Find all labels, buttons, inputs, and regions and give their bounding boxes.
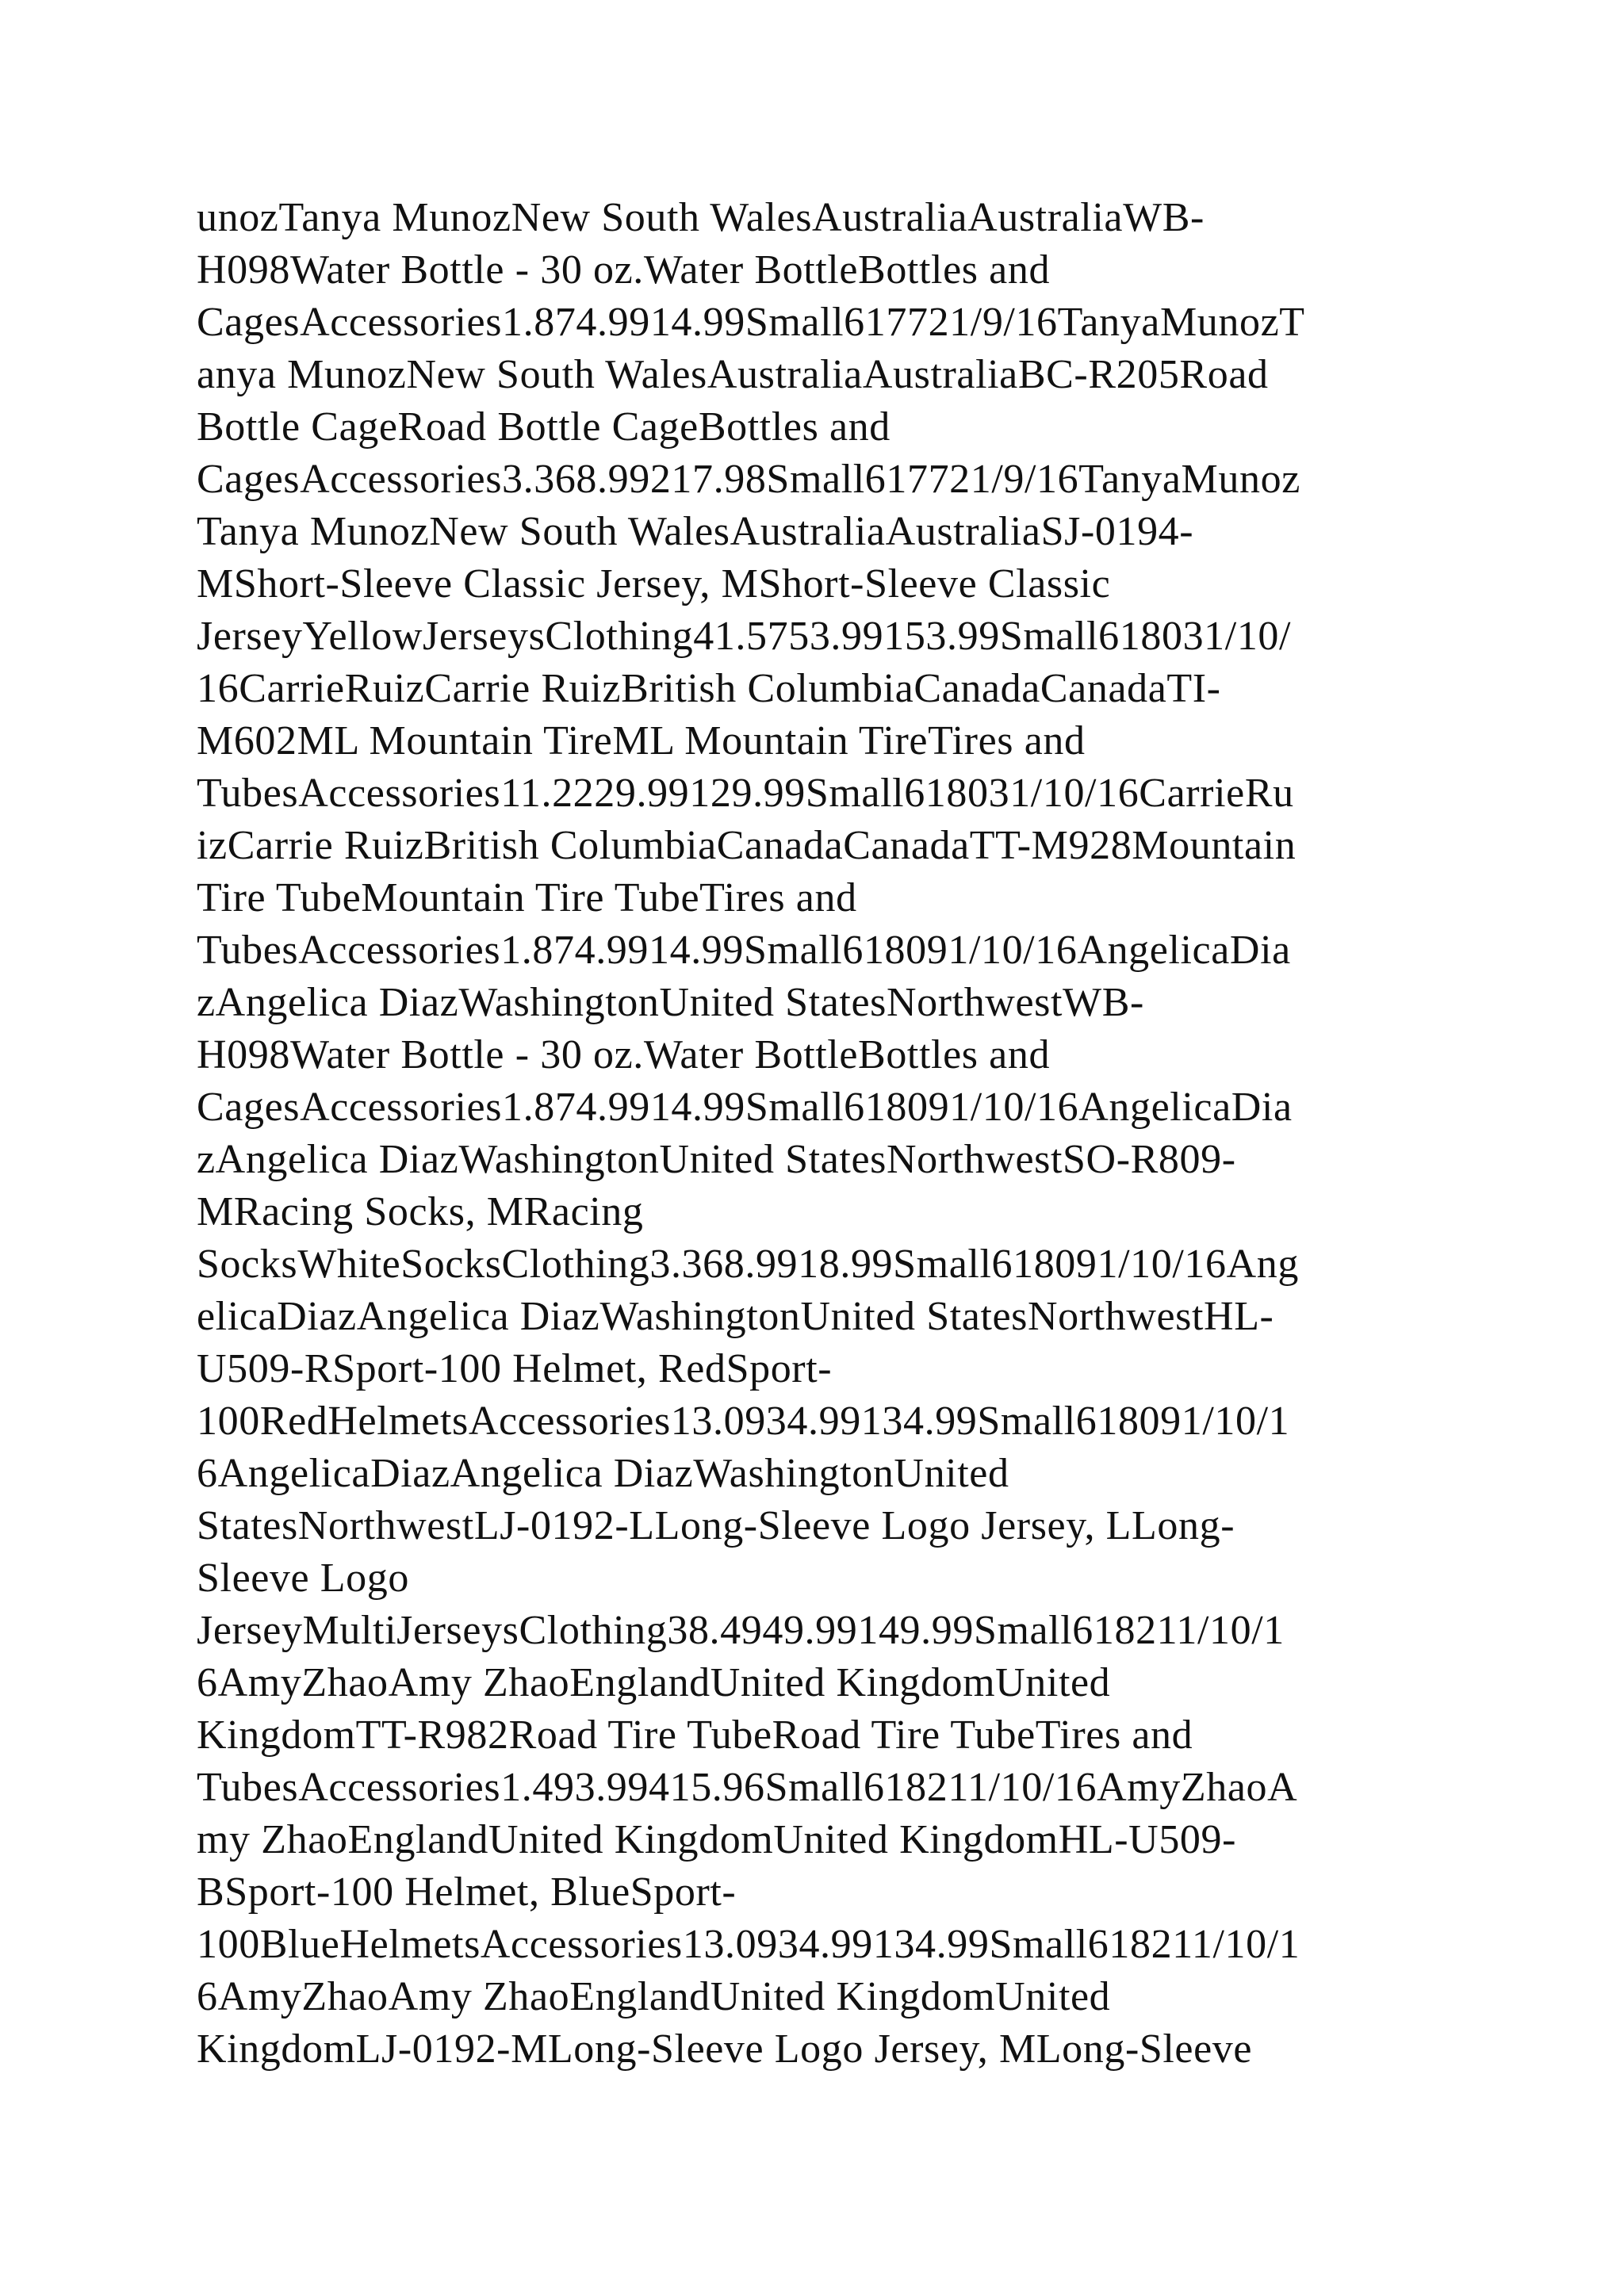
text-line: CagesAccessories1.874.9914.99Small618091/10/16AngelicaDia [197, 1085, 1293, 1130]
text-line: MRacing Socks, MRacing [197, 1189, 644, 1234]
text-line: KingdomTT-R982Road Tire TubeRoad Tire TubeTires and [197, 1712, 1193, 1758]
text-line: M602ML Mountain TireML Mountain TireTires and [197, 718, 1086, 763]
text-line: H098Water Bottle - 30 oz.Water BottleBottles and [197, 247, 1051, 293]
text-line: TubesAccessories1.874.9914.99Small618091/10/16AngelicaDia [197, 928, 1291, 973]
text-line: KingdomLJ-0192-MLong-Sleeve Logo Jersey, MLong-Sleeve [197, 2026, 1253, 2072]
text-line: unozTanya MunozNew South WalesAustraliaAustraliaWB- [197, 195, 1205, 240]
text-line: TubesAccessories1.493.99415.96Small618211/10/16AmyZhaoA [197, 1765, 1298, 1810]
document-body-text [197, 192, 1465, 2076]
text-line: BSport-100 Helmet, BlueSport- [197, 1869, 737, 1915]
text-line: 6AmyZhaoAmy ZhaoEnglandUnited KingdomUnited [197, 1974, 1111, 2019]
text-line: my ZhaoEnglandUnited KingdomUnited KingdomHL-U509- [197, 1817, 1237, 1862]
text-line: 100BlueHelmetsAccessories13.0934.99134.99Small618211/10/1 [197, 1922, 1300, 1967]
text-line: CagesAccessories3.368.99217.98Small617721/9/16TanyaMunoz [197, 457, 1300, 502]
text-line: anya MunozNew South WalesAustraliaAustraliaBC-R205Road [197, 352, 1269, 397]
text-line: Bottle CageRoad Bottle CageBottles and [197, 404, 891, 450]
text-line: H098Water Bottle - 30 oz.Water BottleBottles and [197, 1032, 1051, 1077]
text-line: 6AngelicaDiazAngelica DiazWashingtonUnited [197, 1451, 1009, 1496]
text-line: elicaDiazAngelica DiazWashingtonUnited StatesNorthwestHL- [197, 1294, 1274, 1339]
text-line: 16CarrieRuizCarrie RuizBritish ColumbiaCanadaCanadaTI- [197, 666, 1221, 711]
text-line: CagesAccessories1.874.9914.99Small617721/9/16TanyaMunozT [197, 300, 1305, 345]
text-line: MShort-Sleeve Classic Jersey, MShort-Sleeve Classic [197, 561, 1111, 607]
text-line: JerseyYellowJerseysClothing41.5753.99153.99Small618031/10/ [197, 614, 1292, 659]
text-line: SocksWhiteSocksClothing3.368.9918.99Small618091/10/16Ang [197, 1242, 1299, 1287]
text-line: Tanya MunozNew South WalesAustraliaAustraliaSJ-0194- [197, 509, 1194, 554]
text-line: zAngelica DiazWashingtonUnited StatesNorthwestSO-R809- [197, 1137, 1236, 1182]
text-line: U509-RSport-100 Helmet, RedSport- [197, 1346, 833, 1391]
text-line: JerseyMultiJerseysClothing38.4949.99149.99Small618211/10/1 [197, 1608, 1285, 1653]
text-line: izCarrie RuizBritish ColumbiaCanadaCanadaTT-M928Mountain [197, 823, 1297, 868]
text-line: StatesNorthwestLJ-0192-LLong-Sleeve Logo Jersey, LLong- [197, 1503, 1235, 1548]
text-line: zAngelica DiazWashingtonUnited StatesNorthwestWB- [197, 980, 1144, 1025]
text-line: 6AmyZhaoAmy ZhaoEnglandUnited KingdomUnited [197, 1660, 1111, 1705]
text-line: Tire TubeMountain Tire TubeTires and [197, 875, 857, 920]
text-line: Sleeve Logo [197, 1556, 409, 1601]
text-line: TubesAccessories11.2229.99129.99Small618031/10/16CarrieRu [197, 771, 1294, 816]
text-line: 100RedHelmetsAccessories13.0934.99134.99Small618091/10/1 [197, 1399, 1290, 1444]
